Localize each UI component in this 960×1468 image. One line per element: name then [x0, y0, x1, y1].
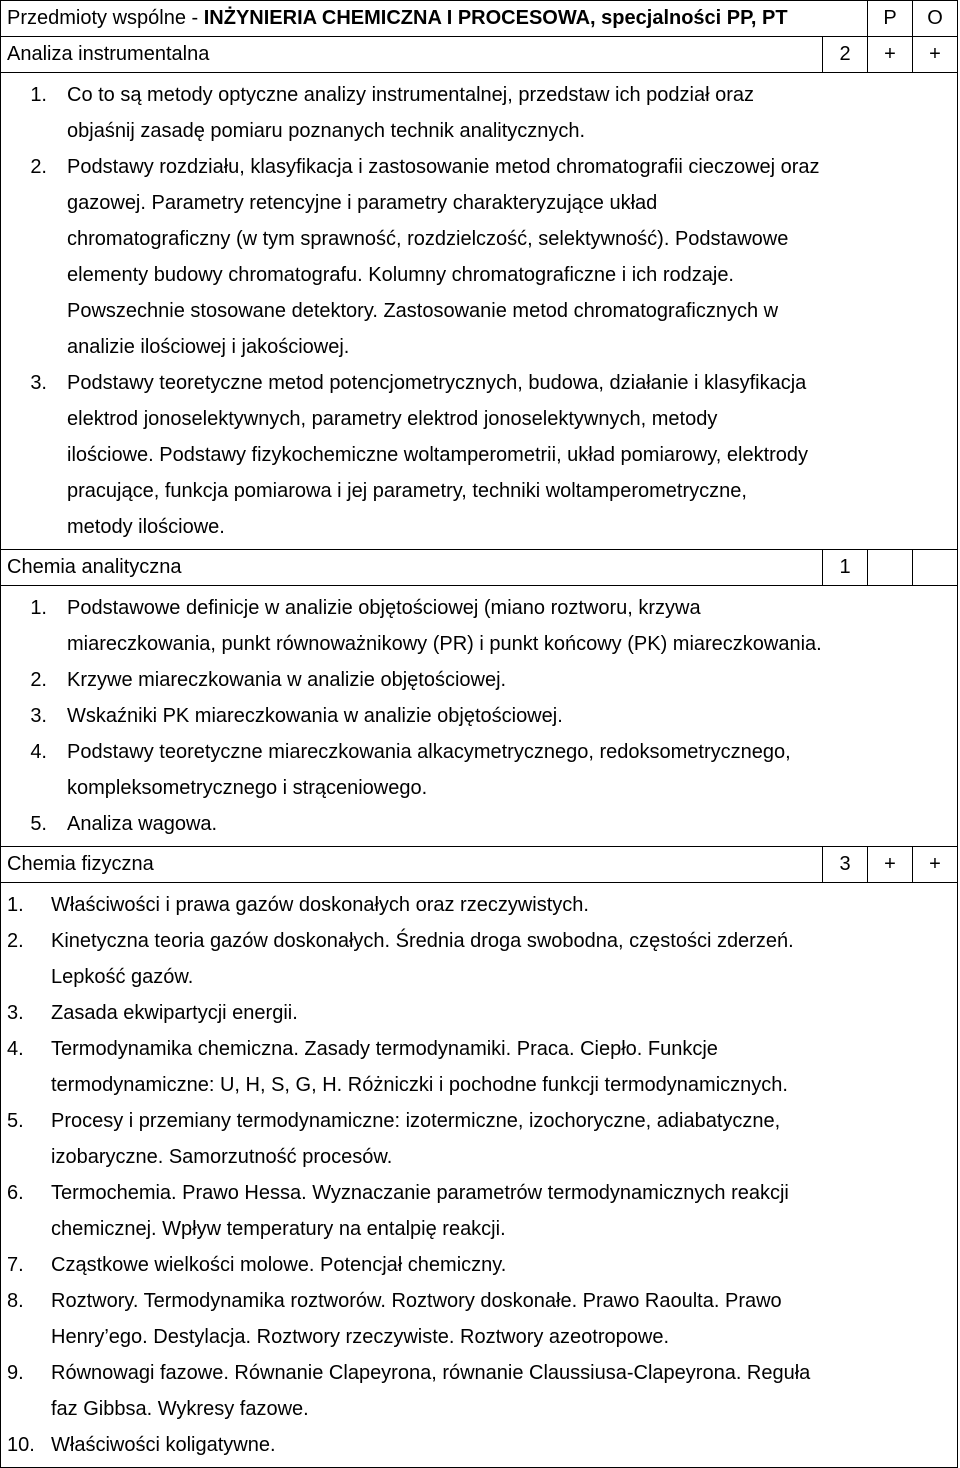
subject-row	[1, 36, 957, 72]
subject-topics	[1, 882, 957, 1468]
topic-line: Właściwości koligatywne.	[51, 1434, 276, 1456]
topic-line: Cząstkowe wielkości molowe. Potencjał chemiczny.	[51, 1254, 507, 1276]
topic-item	[7, 698, 951, 734]
topic-number: 4.	[7, 1038, 24, 1060]
topic-line: Procesy i przemiany termodynamiczne: izotermiczne, izochoryczne, adiabatyczne,	[51, 1110, 781, 1132]
topic-number: 7.	[7, 1254, 24, 1276]
topic-line: pracujące, funkcja pomiarowa i jej parametry, techniki woltamperometryczne,	[67, 480, 747, 502]
topic-number: 10.	[7, 1434, 35, 1456]
subject-col3: +	[912, 847, 957, 882]
topic-text	[67, 662, 951, 698]
topic-text	[51, 923, 951, 995]
topic-number: 8.	[7, 1290, 24, 1312]
topic-line: elektrod jonoselektywnych, parametry elektrod jonoselektywnych, metody	[67, 408, 718, 430]
topic-line: gazowej. Parametry retencyjne i parametry charakteryzujące układ	[67, 192, 658, 214]
subject-row	[1, 549, 957, 585]
topic-item	[7, 662, 951, 698]
topic-item	[7, 806, 951, 842]
subject-col2	[867, 550, 912, 585]
subject-name: Chemia fizyczna	[7, 853, 154, 875]
topic-line: izobaryczne. Samorzutność procesów.	[51, 1146, 393, 1168]
topic-line: elementy budowy chromatografu. Kolumny chromatograficzne i ich rodzaje.	[67, 264, 734, 286]
subject-col3	[912, 550, 957, 585]
header-col-o: O	[912, 1, 957, 36]
topic-line: Co to są metody optyczne analizy instrumentalnej, przedstaw ich podział oraz	[67, 84, 755, 106]
topic-line: Podstawy teoretyczne metod potencjometrycznych, budowa, działanie i klasyfikacja	[67, 372, 807, 394]
sections-container	[1, 36, 957, 1468]
subject-col1: 3	[822, 847, 867, 882]
topic-item	[7, 77, 951, 149]
topic-number: 3.	[30, 705, 47, 727]
topic-number: 2.	[30, 669, 47, 691]
topic-number: 5.	[30, 813, 47, 835]
subject-topics	[1, 585, 957, 846]
topic-text	[67, 77, 951, 149]
topic-line: miareczkowania, punkt równoważnikowy (PR) i punkt końcowy (PK) miareczkowania.	[67, 633, 822, 655]
topic-text	[67, 698, 951, 734]
subject-col1: 1	[822, 550, 867, 585]
topic-text	[51, 1283, 951, 1355]
topic-line: Podstawy teoretyczne miareczkowania alkacymetrycznego, redoksometrycznego,	[67, 741, 791, 763]
topic-item	[7, 1283, 951, 1355]
topic-number: 2.	[30, 156, 47, 178]
topic-line: Podstawy rozdziału, klasyfikacja i zastosowanie metod chromatografii cieczowej oraz	[67, 156, 820, 178]
topic-item	[7, 1175, 951, 1247]
topic-text	[51, 995, 951, 1031]
topic-line: faz Gibbsa. Wykresy fazowe.	[51, 1398, 309, 1420]
topic-line: Termodynamika chemiczna. Zasady termodynamiki. Praca. Ciepło. Funkcje	[51, 1038, 718, 1060]
topic-text	[67, 806, 951, 842]
topic-line: kompleksometrycznego i strąceniowego.	[67, 777, 428, 799]
topic-line: metody ilościowe.	[67, 516, 225, 538]
header-title-prefix: Przedmioty wspólne -	[7, 7, 204, 29]
topic-item	[7, 149, 951, 365]
topic-text	[51, 1247, 951, 1283]
topic-number: 9.	[7, 1362, 24, 1384]
topic-number: 5.	[7, 1110, 24, 1132]
topic-item	[7, 995, 951, 1031]
topic-number: 4.	[30, 741, 47, 763]
topic-line: Równowagi fazowe. Równanie Clapeyrona, równanie Claussiusa-Clapeyrona. Reguła	[51, 1362, 811, 1384]
topic-line: ilościowe. Podstawy fizykochemiczne woltamperometrii, układ pomiarowy, elektrody	[67, 444, 809, 466]
topic-number: 3.	[7, 1002, 24, 1024]
topic-text	[67, 365, 951, 545]
topic-item	[7, 1031, 951, 1103]
topic-line: Kinetyczna teoria gazów doskonałych. Średnia droga swobodna, częstości zderzeń.	[51, 930, 794, 952]
topic-line: Roztwory. Termodynamika roztworów. Roztwory doskonałe. Prawo Raoulta. Prawo	[51, 1290, 782, 1312]
topic-line: Wskaźniki PK miareczkowania w analizie objętościowej.	[67, 705, 563, 727]
topic-line: analizie ilościowej i jakościowej.	[67, 336, 350, 358]
topic-line: Właściwości i prawa gazów doskonałych oraz rzeczywistych.	[51, 894, 589, 916]
topic-item	[7, 887, 951, 923]
topic-line: Henry’ego. Destylacja. Roztwory rzeczywiste. Roztwory azeotropowe.	[51, 1326, 669, 1348]
topic-text	[51, 1031, 951, 1103]
topic-text	[67, 590, 951, 662]
topic-number: 1.	[7, 894, 24, 916]
subject-col2: +	[867, 847, 912, 882]
topic-item	[7, 734, 951, 806]
topic-line: Krzywe miareczkowania w analizie objętościowej.	[67, 669, 507, 691]
topic-text	[51, 1175, 951, 1247]
topic-item	[7, 1103, 951, 1175]
subject-row	[1, 846, 957, 882]
topic-line: Termochemia. Prawo Hessa. Wyznaczanie parametrów termodynamicznych reakcji	[51, 1182, 789, 1204]
topic-text	[51, 1427, 951, 1463]
topic-number: 3.	[30, 372, 47, 394]
topic-number: 1.	[30, 597, 47, 619]
topic-line: Lepkość gazów.	[51, 966, 194, 988]
topic-item	[7, 590, 951, 662]
subject-col1: 2	[822, 37, 867, 72]
topic-line: Analiza wagowa.	[67, 813, 218, 835]
header-row	[1, 0, 957, 36]
subject-topics	[1, 72, 957, 549]
subject-name: Chemia analityczna	[7, 556, 182, 578]
topic-line: chemicznej. Wpływ temperatury na entalpię reakcji.	[51, 1218, 506, 1240]
subject-col2: +	[867, 37, 912, 72]
topic-line: objaśnij zasadę pomiaru poznanych technik analitycznych.	[67, 120, 586, 142]
topic-line: Podstawowe definicje w analizie objętościowej (miano roztworu, krzywa	[67, 597, 701, 619]
subject-name: Analiza instrumentalna	[7, 43, 210, 65]
topic-number: 1.	[30, 84, 47, 106]
topic-item	[7, 1355, 951, 1427]
topic-text	[67, 734, 951, 806]
topic-text	[67, 149, 951, 365]
topic-item	[7, 1247, 951, 1283]
topic-text	[51, 1355, 951, 1427]
topic-text	[51, 1103, 951, 1175]
subject-col3: +	[912, 37, 957, 72]
header-title-bold: INŻYNIERIA CHEMICZNA I PROCESOWA, specjalności PP, PT	[203, 7, 788, 29]
header-col-p: P	[867, 1, 912, 36]
topic-item	[7, 923, 951, 995]
topic-item	[7, 365, 951, 545]
topic-number: 2.	[7, 930, 24, 952]
topic-line: chromatograficzny (w tym sprawność, rozdzielczość, selektywność). Podstawowe	[67, 228, 789, 250]
topic-line: termodynamiczne: U, H, S, G, H. Różniczki i pochodne funkcji termodynamicznych.	[51, 1074, 788, 1096]
topic-line: Powszechnie stosowane detektory. Zastosowanie metod chromatograficznych w	[67, 300, 779, 322]
header-title	[1, 1, 867, 36]
topic-item	[7, 1427, 951, 1463]
topic-line: Zasada ekwipartycji energii.	[51, 1002, 298, 1024]
topic-text	[51, 887, 951, 923]
topic-number: 6.	[7, 1182, 24, 1204]
